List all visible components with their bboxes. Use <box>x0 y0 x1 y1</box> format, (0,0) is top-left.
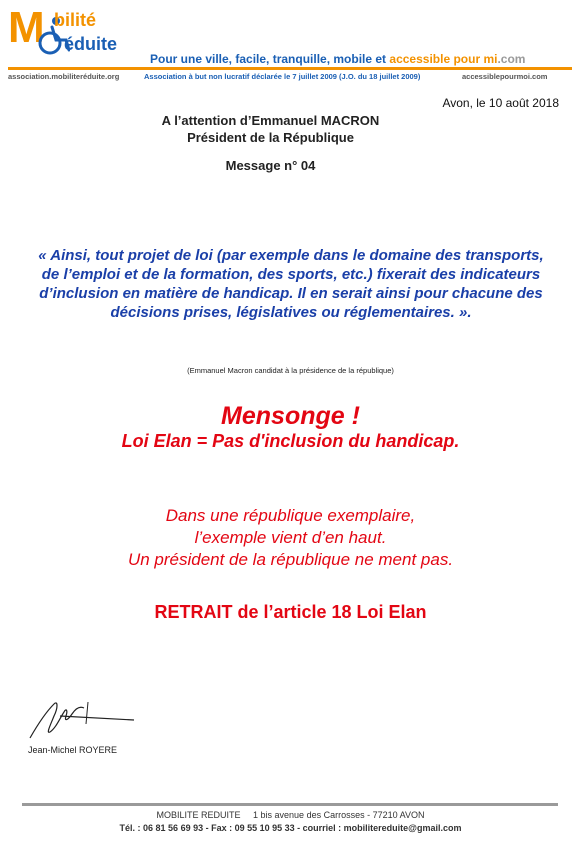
logo-word-educed: éduite <box>64 34 118 54</box>
signature-image <box>24 694 144 744</box>
poem-line-3: Un président de la république ne ment pas. <box>127 550 454 569</box>
footer-contact: Tél. : 06 81 56 69 93 - Fax : 09 55 10 95 33 - courriel : mobilitereduite@gmail.com <box>119 823 462 833</box>
association-note: Association à but non lucratif déclarée le 7 juillet 2009 (J.O. du 18 juillet 2009) <box>144 72 421 81</box>
logo-letter-m: M <box>8 3 45 52</box>
poem-line-2: l’exemple vient d’en haut. <box>194 528 387 547</box>
slogan-highlight: accessible pour m <box>389 52 495 66</box>
website-left[interactable]: association.mobiliteréduite.org <box>8 72 120 81</box>
letter-date: Avon, le 10 août 2018 <box>442 96 559 110</box>
header-rule <box>8 67 572 70</box>
slogan-tld: .com <box>497 52 526 66</box>
footer-rule <box>22 803 558 806</box>
website-right[interactable]: accessiblepourmoi.com <box>462 72 548 81</box>
quote-attribution: (Emmanuel Macron candidat à la présidence de la république) <box>187 366 394 375</box>
logo-word-obilite: bilité <box>54 10 97 30</box>
message-number: Message n° 04 <box>225 158 316 173</box>
signer-name: Jean-Michel ROYERE <box>28 745 118 755</box>
subheadline: Loi Elan = Pas d'inclusion du handicap. <box>121 431 460 451</box>
demand: RETRAIT de l’article 18 Loi Elan <box>154 602 427 622</box>
poem <box>0 505 581 571</box>
poem-line-1: Dans une république exemplaire, <box>165 506 416 525</box>
recipient-line-2: Président de la République <box>187 130 354 145</box>
slogan-suffix: i <box>494 52 498 66</box>
campaign-quote: « Ainsi, tout projet de loi (par exemple dans le domaine des transports, de l’emploi et de la formation, des sports, etc.) fixerait des indicateurs d’inclusion en matière de handicap. Il en serait ainsi pour chacune des décisions prises, législatives ou réglementaires. ». <box>38 247 544 321</box>
recipient-line-1: A l’attention d’Emmanuel MACRON <box>161 113 380 128</box>
slogan-text: Pour une ville, facile, tranquille, mobile et <box>150 52 387 66</box>
footer-address: MOBILITE REDUITE 1 bis avenue des Carrosses - 77210 AVON <box>156 810 425 820</box>
logo <box>6 3 148 64</box>
slogan <box>150 52 525 66</box>
headline: Mensonge ! <box>221 402 360 430</box>
